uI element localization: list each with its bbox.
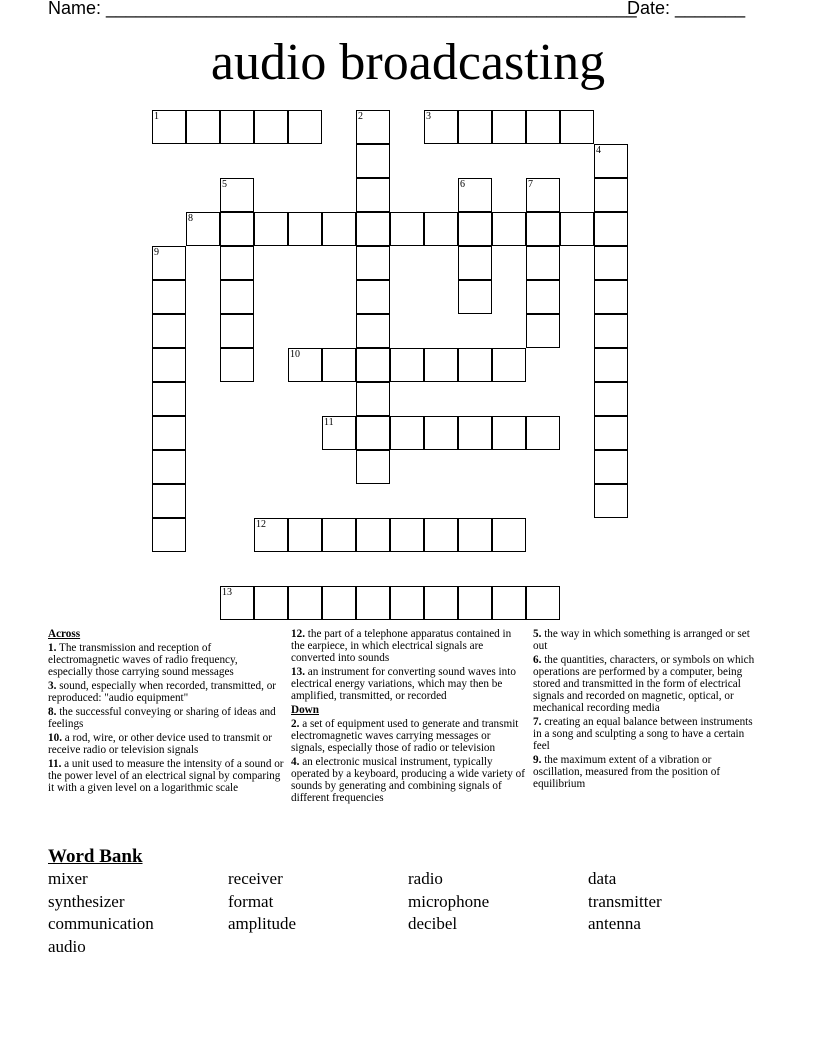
clue-number: 5 bbox=[222, 179, 227, 190]
puzzle-title: audio broadcasting bbox=[210, 34, 606, 91]
grid-cell[interactable] bbox=[458, 586, 492, 620]
grid-cell[interactable] bbox=[356, 178, 390, 212]
word-bank-item: synthesizer bbox=[48, 892, 125, 911]
grid-cell[interactable] bbox=[356, 586, 390, 620]
date-field-label: Date: _______ bbox=[627, 0, 746, 18]
grid-cell[interactable] bbox=[152, 382, 186, 416]
grid-cell[interactable] bbox=[424, 586, 458, 620]
grid-cell[interactable] bbox=[594, 144, 628, 178]
grid-cell[interactable] bbox=[288, 518, 322, 552]
grid-cell[interactable] bbox=[356, 416, 390, 450]
grid-cell[interactable] bbox=[492, 110, 526, 144]
grid-cell[interactable] bbox=[594, 484, 628, 518]
word-bank-item: transmitter bbox=[588, 892, 662, 911]
word-bank-item: decibel bbox=[408, 914, 458, 933]
grid-cell[interactable] bbox=[492, 212, 526, 246]
grid-cell[interactable] bbox=[220, 212, 254, 246]
grid-cell[interactable] bbox=[526, 110, 560, 144]
grid-cell[interactable] bbox=[322, 586, 356, 620]
grid-cell[interactable] bbox=[220, 348, 254, 382]
grid-cell[interactable] bbox=[458, 280, 492, 314]
word-bank-item: format bbox=[228, 892, 274, 911]
grid-cell[interactable] bbox=[424, 518, 458, 552]
grid-cell[interactable] bbox=[152, 484, 186, 518]
clue-number: 4 bbox=[596, 145, 601, 156]
clue-number: 2 bbox=[358, 111, 363, 122]
grid-cell[interactable] bbox=[594, 280, 628, 314]
clue-down-4: 4. an electronic musical instrument, typically operated by a keyboard, producing a wide variety of sounds by generating and combining signals of different frequencies bbox=[291, 756, 525, 804]
grid-cell[interactable] bbox=[560, 110, 594, 144]
grid-cell[interactable] bbox=[458, 246, 492, 280]
clue-across-11: 11. a unit used to measure the intensity of a sound or the power level of an electrical signal by comparing it with a given level on a logarithmic scale bbox=[48, 758, 284, 794]
grid-cell[interactable] bbox=[594, 314, 628, 348]
word-bank-item: antenna bbox=[588, 914, 641, 933]
grid-cell[interactable] bbox=[594, 416, 628, 450]
grid-cell[interactable] bbox=[152, 518, 186, 552]
clue-down-7: 7. creating an equal balance between instruments in a song and sculpting a song to have a certain feel bbox=[533, 716, 753, 752]
grid-cell[interactable] bbox=[594, 178, 628, 212]
clue-down-5: 5. the way in which something is arranged or set out bbox=[533, 628, 750, 652]
grid-cell[interactable] bbox=[356, 348, 390, 382]
clue-number: 11 bbox=[324, 417, 334, 428]
grid-cell[interactable] bbox=[322, 348, 356, 382]
grid-cell[interactable] bbox=[458, 518, 492, 552]
name-field-label: Name: _____________________________________________________ bbox=[48, 0, 637, 18]
grid-cell[interactable] bbox=[458, 110, 492, 144]
grid-cell[interactable] bbox=[594, 246, 628, 280]
grid-cell[interactable] bbox=[220, 314, 254, 348]
grid-cell[interactable] bbox=[390, 586, 424, 620]
grid-cell[interactable] bbox=[390, 416, 424, 450]
grid-cell[interactable] bbox=[492, 518, 526, 552]
grid-cell[interactable] bbox=[356, 314, 390, 348]
across-heading: Across bbox=[48, 628, 81, 640]
grid-cell[interactable] bbox=[288, 348, 322, 382]
grid-cell[interactable] bbox=[526, 586, 560, 620]
grid-cell[interactable] bbox=[390, 212, 424, 246]
grid-cell[interactable] bbox=[424, 416, 458, 450]
grid-cell[interactable] bbox=[458, 212, 492, 246]
clue-number: 9 bbox=[154, 247, 159, 258]
clue-number: 8 bbox=[188, 213, 193, 224]
grid-cell[interactable] bbox=[220, 178, 254, 212]
grid-cell[interactable] bbox=[152, 314, 186, 348]
grid-cell[interactable] bbox=[390, 348, 424, 382]
word-bank-item: microphone bbox=[408, 892, 490, 911]
clue-number: 10 bbox=[290, 349, 300, 360]
clue-across-1: 1. The transmission and reception of electromagnetic waves of radio frequency, especially those carrying sound messages bbox=[48, 642, 238, 678]
grid-cell[interactable] bbox=[492, 416, 526, 450]
word-bank-item: amplitude bbox=[228, 914, 296, 933]
grid-cell[interactable] bbox=[424, 348, 458, 382]
grid-cell[interactable] bbox=[254, 586, 288, 620]
grid-cell[interactable] bbox=[526, 212, 560, 246]
grid-cell[interactable] bbox=[220, 586, 254, 620]
grid-cell[interactable] bbox=[594, 382, 628, 416]
clues-column-2 bbox=[291, 628, 527, 806]
grid-cell[interactable] bbox=[356, 246, 390, 280]
down-heading: Down bbox=[291, 704, 319, 716]
clue-across-8: 8. the successful conveying or sharing of ideas and feelings bbox=[48, 706, 276, 730]
word-bank-item: receiver bbox=[228, 869, 283, 888]
grid-cell[interactable] bbox=[356, 144, 390, 178]
grid-cell[interactable] bbox=[390, 518, 424, 552]
grid-cell[interactable] bbox=[254, 518, 288, 552]
grid-cell[interactable] bbox=[152, 246, 186, 280]
grid-cell[interactable] bbox=[152, 348, 186, 382]
grid-cell[interactable] bbox=[254, 110, 288, 144]
grid-cell[interactable] bbox=[356, 382, 390, 416]
word-bank-item: audio bbox=[48, 937, 86, 956]
clue-number: 1 bbox=[154, 111, 159, 122]
grid-cell[interactable] bbox=[288, 212, 322, 246]
clue-across-13: 13. an instrument for converting sound waves into electrical energy variations, which may then be amplified, transmitted, or recorded bbox=[291, 666, 516, 702]
clues-column-3 bbox=[533, 628, 761, 792]
grid-cell[interactable] bbox=[424, 110, 458, 144]
grid-cell[interactable] bbox=[356, 110, 390, 144]
grid-cell[interactable] bbox=[254, 212, 288, 246]
grid-cell[interactable] bbox=[220, 110, 254, 144]
grid-cell[interactable] bbox=[526, 178, 560, 212]
grid-cell[interactable] bbox=[492, 348, 526, 382]
grid-cell[interactable] bbox=[458, 416, 492, 450]
grid-cell[interactable] bbox=[288, 586, 322, 620]
word-bank-item: data bbox=[588, 869, 617, 888]
grid-cell[interactable] bbox=[322, 212, 356, 246]
grid-cell[interactable] bbox=[288, 110, 322, 144]
clue-number: 3 bbox=[426, 111, 431, 122]
word-bank-item: communication bbox=[48, 914, 154, 933]
grid-cell[interactable] bbox=[594, 450, 628, 484]
grid-cell[interactable] bbox=[526, 314, 560, 348]
clue-down-2: 2. a set of equipment used to generate and transmit electromagnetic waves carrying messages or signals, especially those of radio or television bbox=[291, 718, 519, 754]
grid-cell[interactable] bbox=[152, 416, 186, 450]
grid-cell[interactable] bbox=[424, 212, 458, 246]
grid-cell[interactable] bbox=[220, 246, 254, 280]
clue-across-12: 12. the part of a telephone apparatus contained in the earpiece, in which electrical signals are converted into sounds bbox=[291, 628, 512, 664]
grid-cell[interactable] bbox=[492, 586, 526, 620]
grid-cell[interactable] bbox=[322, 518, 356, 552]
clue-across-10: 10. a rod, wire, or other device used to transmit or receive radio or television signals bbox=[48, 732, 272, 756]
grid-cell[interactable] bbox=[458, 348, 492, 382]
clue-number: 6 bbox=[460, 179, 465, 190]
clue-down-6: 6. the quantities, characters, or symbols on which operations are performed by a computer, being stored and transmitted in the form of electrical signals and recorded on magnetic, optical, or mechanical recording media bbox=[533, 654, 755, 714]
grid-cell[interactable] bbox=[526, 246, 560, 280]
grid-cell[interactable] bbox=[220, 280, 254, 314]
clue-number: 7 bbox=[528, 179, 533, 190]
clue-number: 12 bbox=[256, 519, 266, 530]
word-bank-title: Word Bank bbox=[48, 846, 143, 867]
grid-cell[interactable] bbox=[594, 348, 628, 382]
grid-cell[interactable] bbox=[152, 280, 186, 314]
grid-cell[interactable] bbox=[322, 416, 356, 450]
grid-cell[interactable] bbox=[458, 178, 492, 212]
clues-column-1 bbox=[48, 628, 284, 796]
clue-across-3: 3. sound, especially when recorded, transmitted, or reproduced: "audio equipment" bbox=[48, 680, 277, 704]
clue-down-9: 9. the maximum extent of a vibration or oscillation, measured from the position of equilibrium bbox=[533, 754, 721, 790]
grid-cell[interactable] bbox=[356, 212, 390, 246]
grid-cell[interactable] bbox=[356, 280, 390, 314]
grid-cell[interactable] bbox=[526, 280, 560, 314]
grid-cell[interactable] bbox=[526, 416, 560, 450]
word-bank-item: mixer bbox=[48, 869, 88, 888]
grid-cell[interactable] bbox=[186, 212, 220, 246]
grid-cell[interactable] bbox=[356, 450, 390, 484]
grid-cell[interactable] bbox=[152, 450, 186, 484]
grid-cell[interactable] bbox=[594, 212, 628, 246]
word-bank-item: radio bbox=[408, 869, 443, 888]
grid-cell[interactable] bbox=[152, 110, 186, 144]
clue-number: 13 bbox=[222, 587, 232, 598]
grid-cell[interactable] bbox=[560, 212, 594, 246]
grid-cell[interactable] bbox=[186, 110, 220, 144]
grid-cell[interactable] bbox=[356, 518, 390, 552]
